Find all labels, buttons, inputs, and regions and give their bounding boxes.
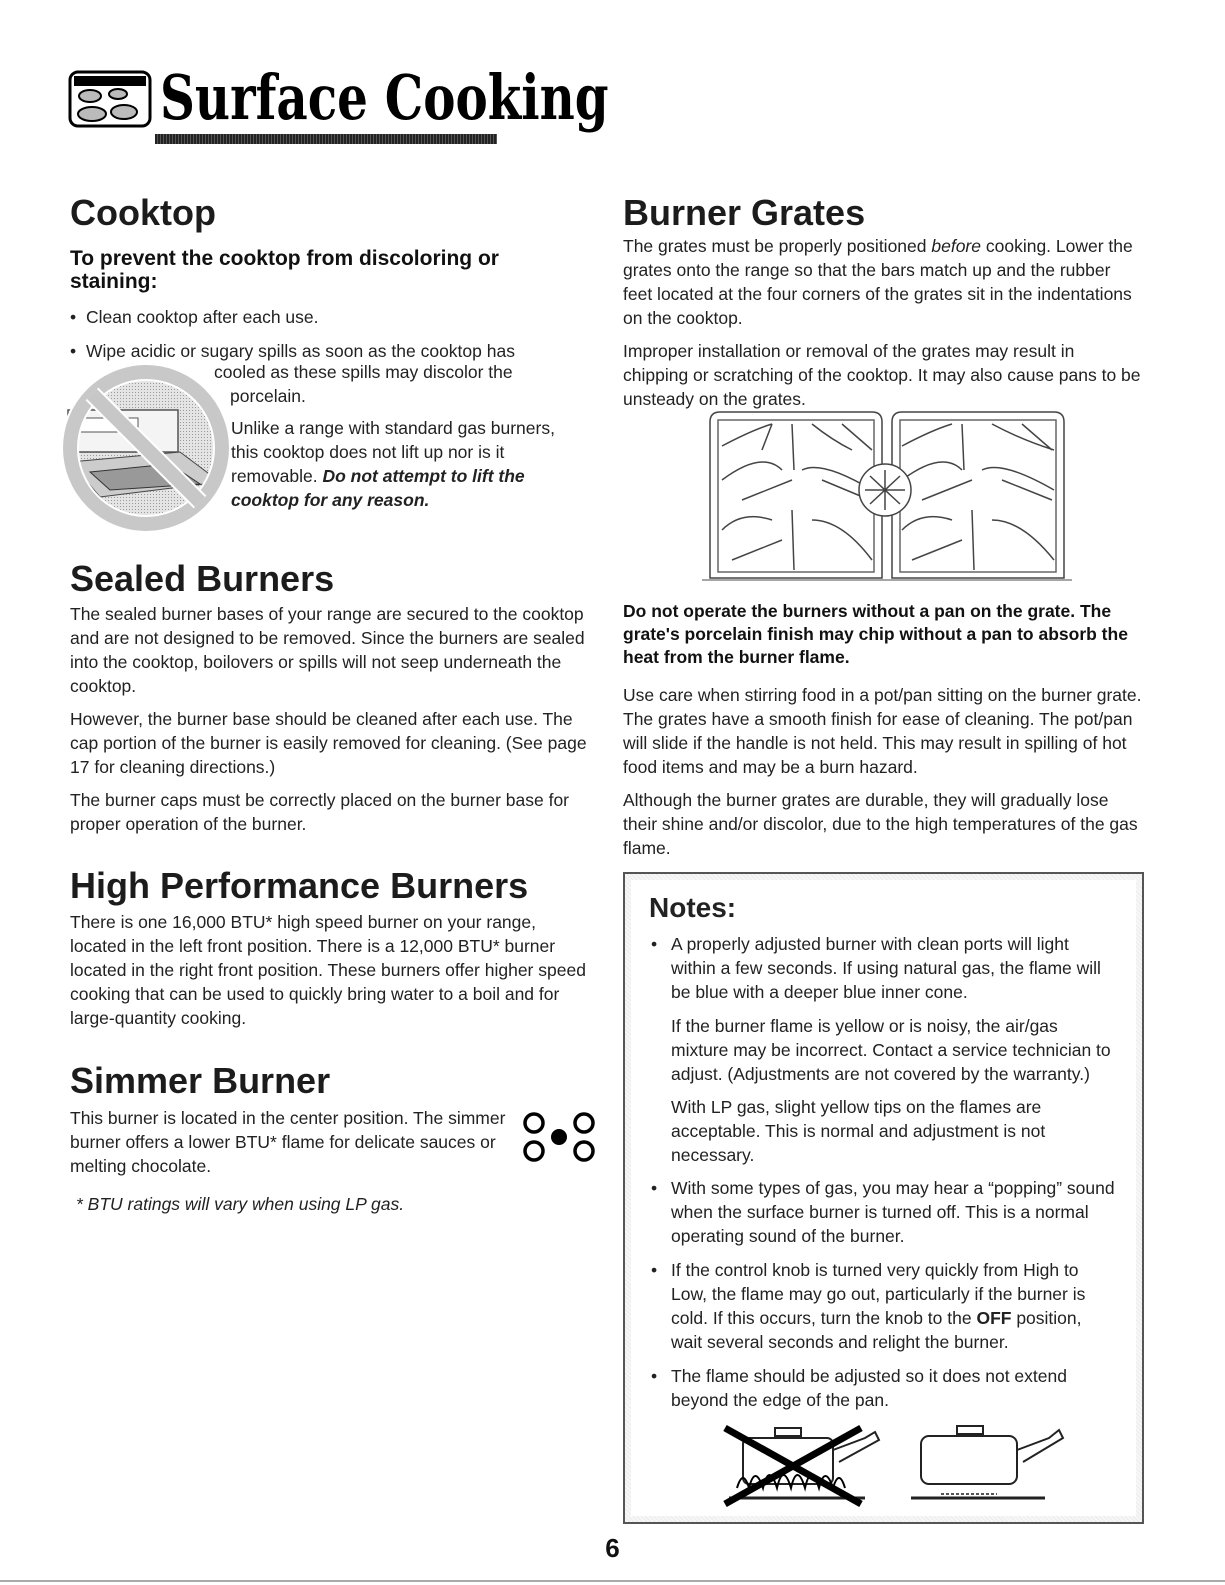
text-line: cooled as these spills may discolor the bbox=[214, 362, 513, 382]
cooktop-heading: Cooktop bbox=[70, 192, 216, 233]
title-underline bbox=[155, 134, 497, 144]
list-item: • A properly adjusted burner with clean ports will light within a few seconds. If using natural gas, the flame will be blue with a deeper blue inner cone. bbox=[645, 932, 1115, 1004]
burner-grates-care bbox=[623, 683, 1143, 869]
paragraph: This burner is located in the center position. The simmer burner offers a lower BTU* flame for delicate sauces or melting chocolate. bbox=[70, 1108, 506, 1176]
text-line: this cooktop does not lift up nor is it bbox=[231, 442, 505, 462]
paragraph: There is one 16,000 BTU* high speed burner on your range, located in the left front position. There is a 12,000 BTU* burner located in the right front position. These burners offer higher speed cooking that can be used to quickly bring water to a boil and for large-quantity cooking. bbox=[70, 912, 586, 1028]
page-title: Surface Cooking bbox=[160, 61, 609, 134]
bottom-divider bbox=[0, 1580, 1225, 1582]
page-number: 6 bbox=[605, 1533, 620, 1563]
cooktop-icon bbox=[68, 70, 152, 128]
high-performance-text bbox=[70, 910, 590, 1039]
paragraph: Use care when stirring food in a pot/pan sitting on the burner grate. The grates have a smooth finish for ease of cleaning. The pot/pan will slide if the handle is not held. This may result in spilling of hot food items and may be a burn hazard. bbox=[623, 685, 1142, 777]
list-item: • Wipe acidic or sugary spills as soon as the cooktop has bbox=[70, 339, 590, 363]
high-performance-heading: High Performance Burners bbox=[70, 865, 529, 906]
list-item: • Clean cooktop after each use. bbox=[70, 305, 590, 329]
burner-grates-text: The grates must be properly positioned before cooking. Lower the grates onto the range so that the bars match up and the rubber feet located at the four corners of the grates sit in the indentations on the cooktop. Improper installation or removal of the grates may result in chipping or scratching of the cooktop. It may also cause pans to be unsteady on the grates. bbox=[623, 234, 1143, 420]
sealed-burners-heading: Sealed Burners bbox=[70, 558, 335, 599]
paragraph: The sealed burner bases of your range are secured to the cooktop and are not designed to be removed. Since the burners are sealed into the cooktop, boilovers or spills will not seep underneath the cooktop. bbox=[70, 604, 585, 696]
cooktop-note bbox=[231, 416, 591, 512]
notes-box bbox=[623, 872, 1144, 1524]
paragraph: If the burner flame is yellow or is noisy, the air/gas mixture may be incorrect. Contact a service technician to adjust. (Adjustments are not covered by the warranty.) bbox=[671, 1016, 1111, 1084]
burner-layout-icon bbox=[520, 1108, 600, 1171]
warning-text: cooktop for any reason. bbox=[231, 490, 430, 510]
paragraph: The burner caps must be correctly placed on the burner base for proper operation of the burner. bbox=[70, 790, 570, 834]
no-lift-cooktop-icon bbox=[60, 362, 232, 539]
burner-grates-heading: Burner Grates bbox=[623, 192, 866, 233]
paragraph: However, the burner base should be cleaned after each use. The cap portion of the burner is easily removed for cleaning. (See page 17 for cleaning directions.) bbox=[70, 709, 587, 777]
list-item: • The flame should be adjusted so it does not extend beyond the edge of the pan. bbox=[645, 1364, 1115, 1412]
flame-size-illustration bbox=[715, 1418, 1075, 1513]
text-line: removable. bbox=[231, 466, 318, 486]
burner-grates-illustration bbox=[702, 410, 1072, 591]
paragraph: Improper installation or removal of the grates may result in chipping or scratching of the cooktop. It may also cause pans to be unsteady on the grates. bbox=[623, 341, 1141, 409]
grates-warning: Do not operate the burners without a pan on the grate. The grate's porcelain finish may chip without a pan to absorb the heat from the burner flame. bbox=[623, 601, 1128, 667]
list-item: • If the control knob is turned very quickly from High to Low, the flame may go out, particularly if the burner is cold. If this occurs, turn the knob to the OFF position, wait several seconds and relight the burner. bbox=[645, 1258, 1115, 1354]
footnote: * BTU ratings will vary when using LP gas. bbox=[76, 1194, 405, 1214]
simmer-burner-text bbox=[70, 1106, 510, 1225]
simmer-burner-heading: Simmer Burner bbox=[70, 1060, 331, 1101]
cooktop-bullets bbox=[70, 305, 590, 363]
cooktop-subheading: To prevent the cooktop from discoloring or staining: bbox=[70, 247, 499, 293]
notes-title: Notes: bbox=[649, 892, 737, 923]
paragraph: Although the burner grates are durable, they will gradually lose their shine and/or discolor, due to the high temperatures of the gas flame. bbox=[623, 790, 1138, 858]
text-line: porcelain. bbox=[230, 386, 306, 406]
cooktop-continued bbox=[214, 360, 594, 408]
text-line: Unlike a range with standard gas burners, bbox=[231, 418, 555, 438]
warning-text: Do not attempt to lift the bbox=[322, 466, 525, 486]
sealed-burners-text bbox=[70, 602, 590, 845]
paragraph: With LP gas, slight yellow tips on the flames are acceptable. This is normal and adjustment is not necessary. bbox=[671, 1097, 1046, 1165]
list-item: • With some types of gas, you may hear a “popping” sound when the surface burner is turned off. This is a normal operating sound of the burner. bbox=[645, 1176, 1115, 1248]
